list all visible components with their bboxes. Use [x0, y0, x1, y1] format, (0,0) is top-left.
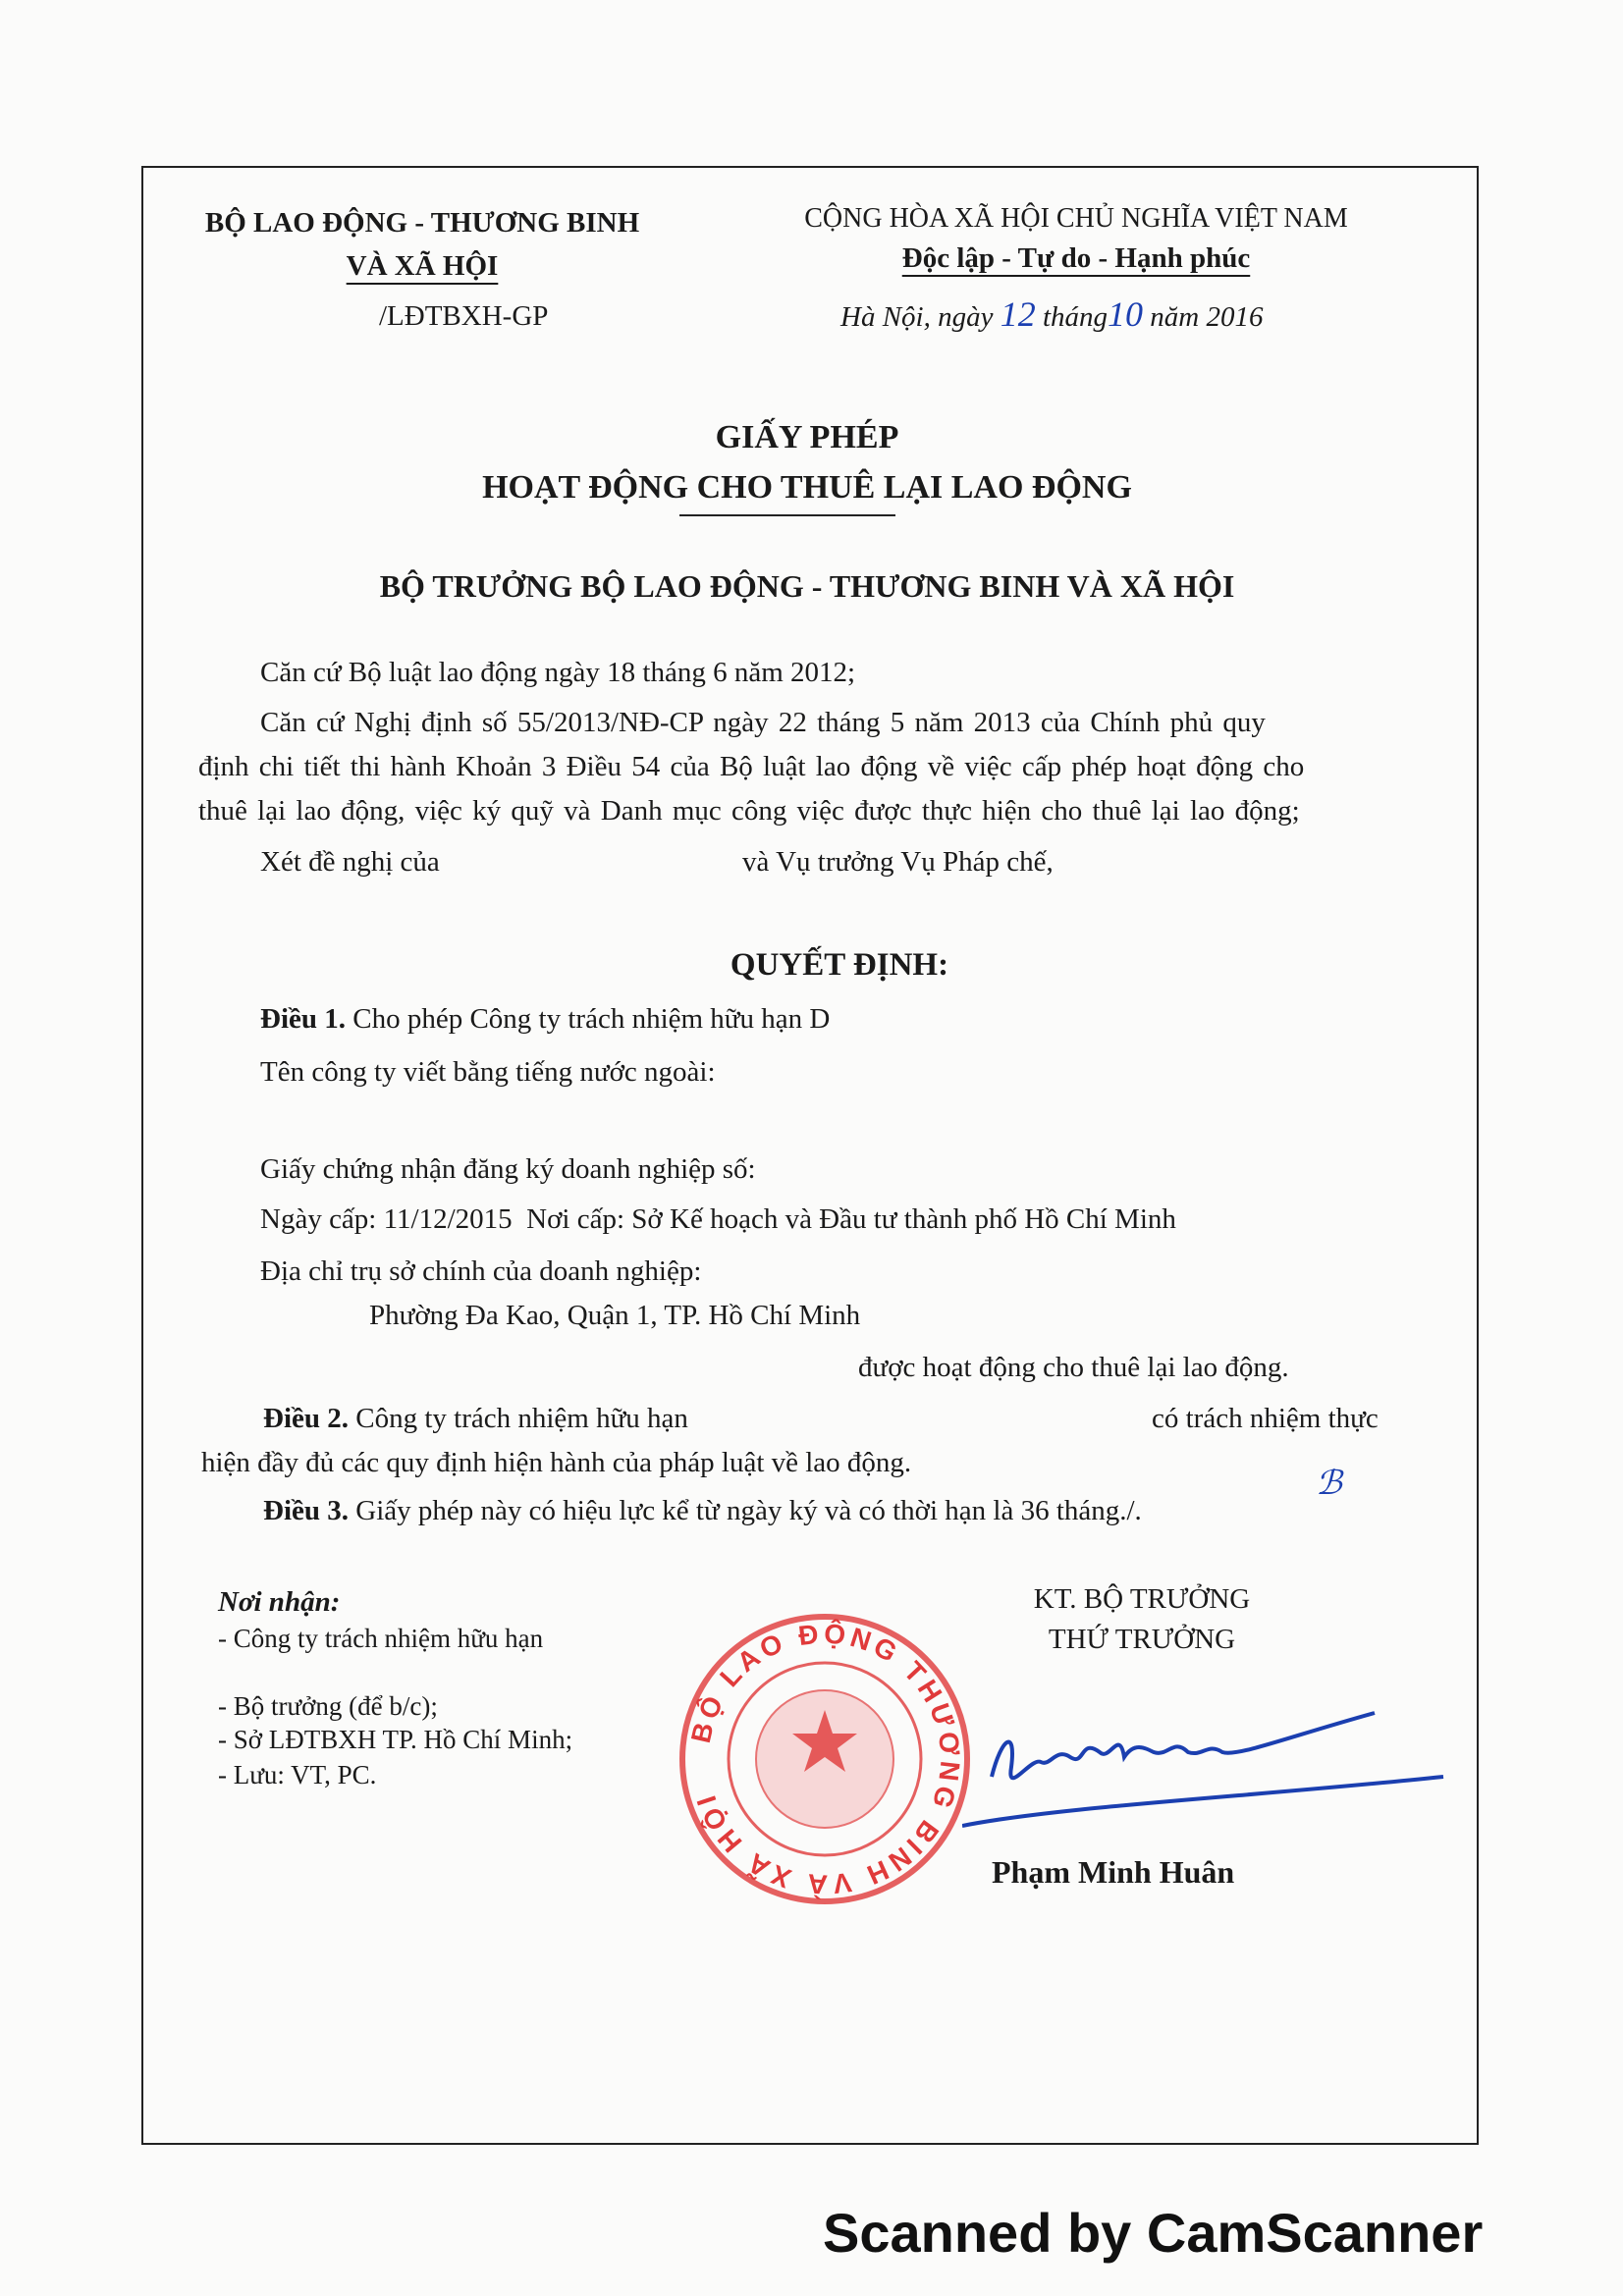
registration-certificate: Giấy chứng nhận đăng ký doanh nghiệp số:	[260, 1153, 756, 1185]
article-2-cont: có trách nhiệm thực	[1152, 1403, 1379, 1434]
issue-info	[260, 1202, 1176, 1236]
on-behalf-title: KT. BỘ TRƯỞNG	[1033, 1583, 1251, 1615]
signer-name: Phạm Minh Huân	[992, 1854, 1235, 1890]
title-underline	[679, 514, 895, 516]
authority-heading: BỘ TRƯỞNG BỘ LAO ĐỘNG - THƯƠNG BINH VÀ XÃ HỘI	[379, 568, 1235, 604]
issue-place: Nơi cấp: Sở Kế hoạch và Đầu tư thành phố Hồ Chí Minh	[526, 1203, 1176, 1235]
article-2-line2: hiện đầy đủ các quy định hiện hành của pháp luật về lao động.	[201, 1447, 912, 1478]
article-3-label: Điều 3.	[263, 1495, 349, 1526]
national-motto: Độc lập - Tự do - Hạnh phúc	[901, 242, 1251, 274]
initials-mark: ℬ	[1316, 1466, 1342, 1502]
signer-position: THỨ TRƯỞNG	[1048, 1624, 1236, 1655]
recipient-item: - Bộ trưởng (để b/c);	[218, 1691, 438, 1721]
handwritten-signature	[962, 1698, 1453, 1845]
article-2-text: Công ty trách nhiệm hữu hạn	[355, 1403, 688, 1434]
date-year: năm 2016	[1150, 301, 1264, 333]
issue-date	[840, 294, 1264, 334]
date-month-label: tháng	[1042, 301, 1109, 333]
article-3-text: Giấy phép này có hiệu lực kể từ ngày ký và có thời hạn là 36 tháng./.	[355, 1495, 1142, 1526]
address-label: Địa chỉ trụ sở chính của doanh nghiệp:	[260, 1255, 702, 1287]
date-month: 10	[1108, 294, 1144, 334]
preamble-line: Căn cứ Nghị định số 55/2013/NĐ-CP ngày 22 tháng 5 năm 2013 của Chính phủ quy	[260, 707, 1266, 738]
recipient-item: - Công ty trách nhiệm hữu hạn	[218, 1624, 544, 1653]
article-1-label: Điều 1.	[260, 1003, 346, 1035]
article-2-label: Điều 2.	[263, 1403, 349, 1434]
ministry-name-line2: VÀ XÃ HỘI	[346, 250, 499, 282]
stamp-text: BỘ LAO ĐỘNG THƯƠNG BINH VÀ XÃ HỘI	[684, 1618, 966, 1900]
recipient-item: - Lưu: VT, PC.	[218, 1760, 377, 1789]
date-day: 12	[1000, 294, 1036, 334]
camscanner-watermark: Scanned by CamScanner	[823, 2202, 1484, 2264]
permitted-activity: được hoạt động cho thuê lại lao động.	[858, 1352, 1289, 1383]
preamble-line: và Vụ trưởng Vụ Pháp chế,	[742, 846, 1054, 878]
decision-heading: QUYẾT ĐỊNH:	[730, 947, 949, 983]
article-1-text: Cho phép Công ty trách nhiệm hữu hạn D	[352, 1003, 831, 1035]
article-3	[263, 1494, 1142, 1527]
preamble-line: thuê lại lao động, việc ký quỹ và Danh mục công việc được thực hiện cho thuê lại lao động;	[198, 795, 1300, 827]
recipient-item: - Sở LĐTBXH TP. Hồ Chí Minh;	[218, 1725, 573, 1754]
article-2	[263, 1402, 688, 1435]
title-line2: HOẠT ĐỘNG CHO THUÊ LẠI LAO ĐỘNG	[482, 469, 1132, 506]
address-line2: Phường Đa Kao, Quận 1, TP. Hồ Chí Minh	[369, 1300, 861, 1331]
official-seal-stamp	[677, 1612, 972, 1906]
foreign-name: Tên công ty viết bằng tiếng nước ngoài:	[260, 1056, 716, 1088]
issue-date-value: Ngày cấp: 11/12/2015	[260, 1203, 513, 1235]
country-name: CỘNG HÒA XÃ HỘI CHỦ NGHĨA VIỆT NAM	[804, 203, 1348, 234]
preamble-line: Căn cứ Bộ luật lao động ngày 18 tháng 6 năm 2012;	[260, 657, 856, 688]
date-prefix: Hà Nội, ngày	[840, 301, 994, 333]
article-1	[260, 1002, 830, 1036]
ministry-name: BỘ LAO ĐỘNG - THƯƠNG BINH	[204, 207, 640, 239]
title-line1: GIẤY PHÉP	[715, 419, 899, 455]
preamble-line: định chi tiết thi hành Khoản 3 Điều 54 của Bộ luật lao động về việc cấp phép hoạt động cho	[198, 751, 1305, 782]
recipients-heading: Nơi nhận:	[218, 1586, 341, 1618]
document-number: /LĐTBXH-GP	[379, 300, 549, 332]
preamble-line: Xét đề nghị của	[260, 846, 440, 878]
